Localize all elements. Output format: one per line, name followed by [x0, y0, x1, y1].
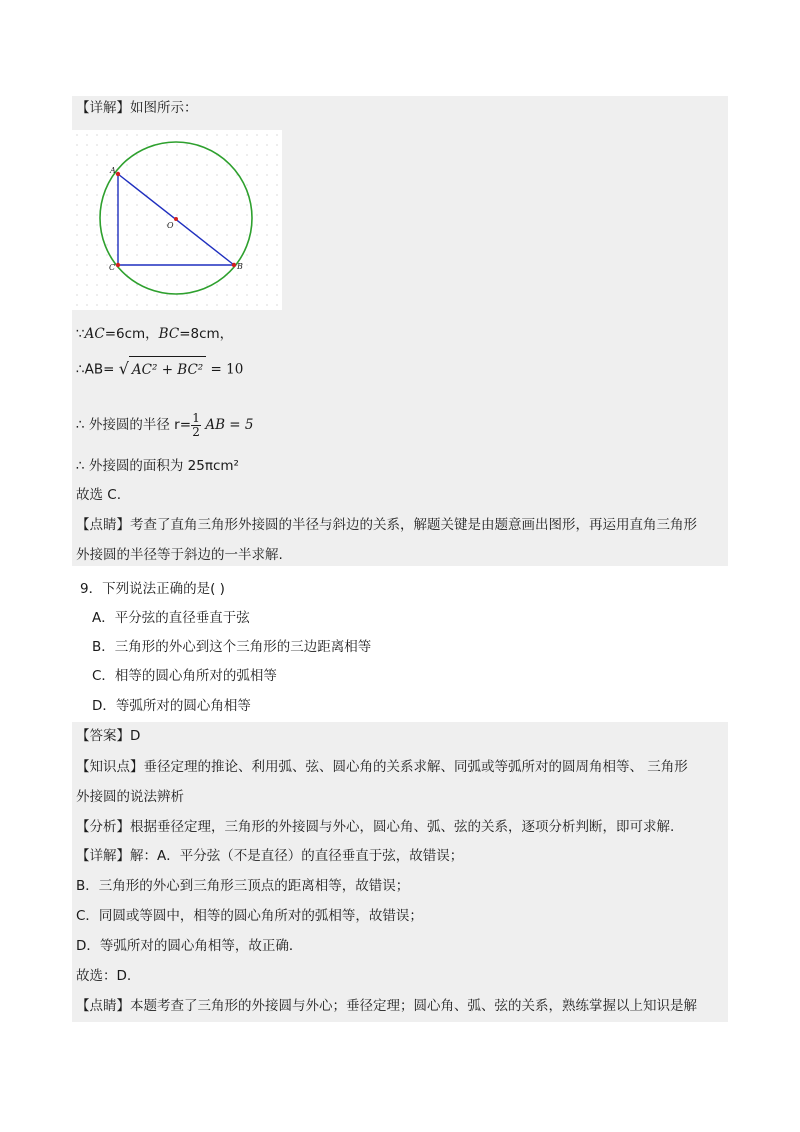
dianjing-line-2: 外接圆的半径等于斜边的一半求解.: [76, 547, 283, 563]
label-a: A: [110, 166, 116, 175]
bc-symbol: BC: [158, 326, 180, 342]
knowledge-line-1: 【知识点】垂径定理的推论、利用弧、弦、圆心角的关系求解、同弧或等弧所对的圆周角相等、 三角形: [76, 759, 688, 775]
dianjing-tag: 【点睛】: [76, 517, 130, 533]
sqrt-expression: √ AC² + BC²: [119, 356, 207, 383]
analysis-line: 【分析】根据垂径定理，三角形的外接圆与外心，圆心角、弧、弦的关系，逐项分析判断，即可求解.: [76, 819, 675, 835]
question-stem: 9．下列说法正确的是( ): [80, 581, 225, 597]
knowledge-line-2: 外接圆的说法辨析: [76, 789, 184, 805]
choose-line-1: 故选 C.: [76, 487, 122, 503]
point-o: [174, 217, 178, 221]
circumcircle-diagram: [72, 130, 282, 310]
knowledge-tag: 【知识点】: [76, 759, 144, 775]
ac-symbol: AC: [84, 326, 105, 342]
option-b: B．三角形的外心到这个三角形的三边距离相等: [92, 639, 372, 655]
label-c: C: [109, 263, 116, 272]
half-fraction: $\frac{1}{2}$: [192, 410, 200, 439]
point-a: [116, 172, 120, 176]
label-o: O: [167, 221, 174, 230]
detail-tag: 【详解】: [76, 100, 130, 116]
circumcircle-figure: [72, 130, 282, 310]
point-b: [232, 263, 236, 267]
radius-tail: AB = 5: [205, 417, 254, 433]
given-line: ∵AC=6cm，BC=8cm，: [76, 326, 234, 342]
detail-line-d: D．等弧所对的圆心角相等，故正确．: [76, 938, 303, 954]
dianjing-tag-2: 【点睛】: [76, 998, 130, 1014]
dianjing-line-1: 【点睛】考查了直角三角形外接圆的半径与斜边的关系，解题关键是由题意画出图形，再运用直角三角形: [76, 517, 697, 533]
label-b: B: [237, 262, 243, 271]
answer-line: 【答案】D: [76, 728, 141, 744]
option-d: D．等弧所对的圆心角相等: [92, 698, 251, 714]
ab-result: = 10: [210, 361, 244, 378]
dianjing-line-3: 【点睛】本题考查了三角形的外接圆与外心；垂径定理；圆心角、弧、弦的关系，熟练掌握以上知识是解: [76, 998, 697, 1014]
detail-tag-2: 【详解】: [76, 848, 130, 864]
option-a: A．平分弦的直径垂直于弦: [92, 610, 250, 626]
ab-formula-line: ∴AB= √ AC² + BC² = 10: [76, 356, 243, 383]
detail-line-b: B．三角形的外心到三角形三顶点的距离相等，故错误；: [76, 878, 410, 894]
detail-heading-line: [76, 98, 198, 118]
radicand: AC² + BC²: [129, 356, 206, 383]
choose-line-2: 故选：D.: [76, 968, 132, 984]
radius-line: ∴ 外接圆的半径 r= $\frac{1}{2}$ AB = 5: [76, 410, 254, 439]
point-c: [116, 263, 120, 267]
area-line: ∴ 外接圆的面积为 25πcm²: [76, 458, 239, 474]
option-c: C．相等的圆心角所对的弧相等: [92, 668, 277, 684]
detail-text: 如图所示：: [130, 100, 198, 116]
detail-line-c: C．同圆或等圆中，相等的圆心角所对的弧相等，故错误；: [76, 908, 423, 924]
analysis-tag: 【分析】: [76, 819, 130, 835]
detail-line-a: 【详解】解：A．平分弦（不是直径）的直径垂直于弦，故错误；: [76, 848, 464, 864]
